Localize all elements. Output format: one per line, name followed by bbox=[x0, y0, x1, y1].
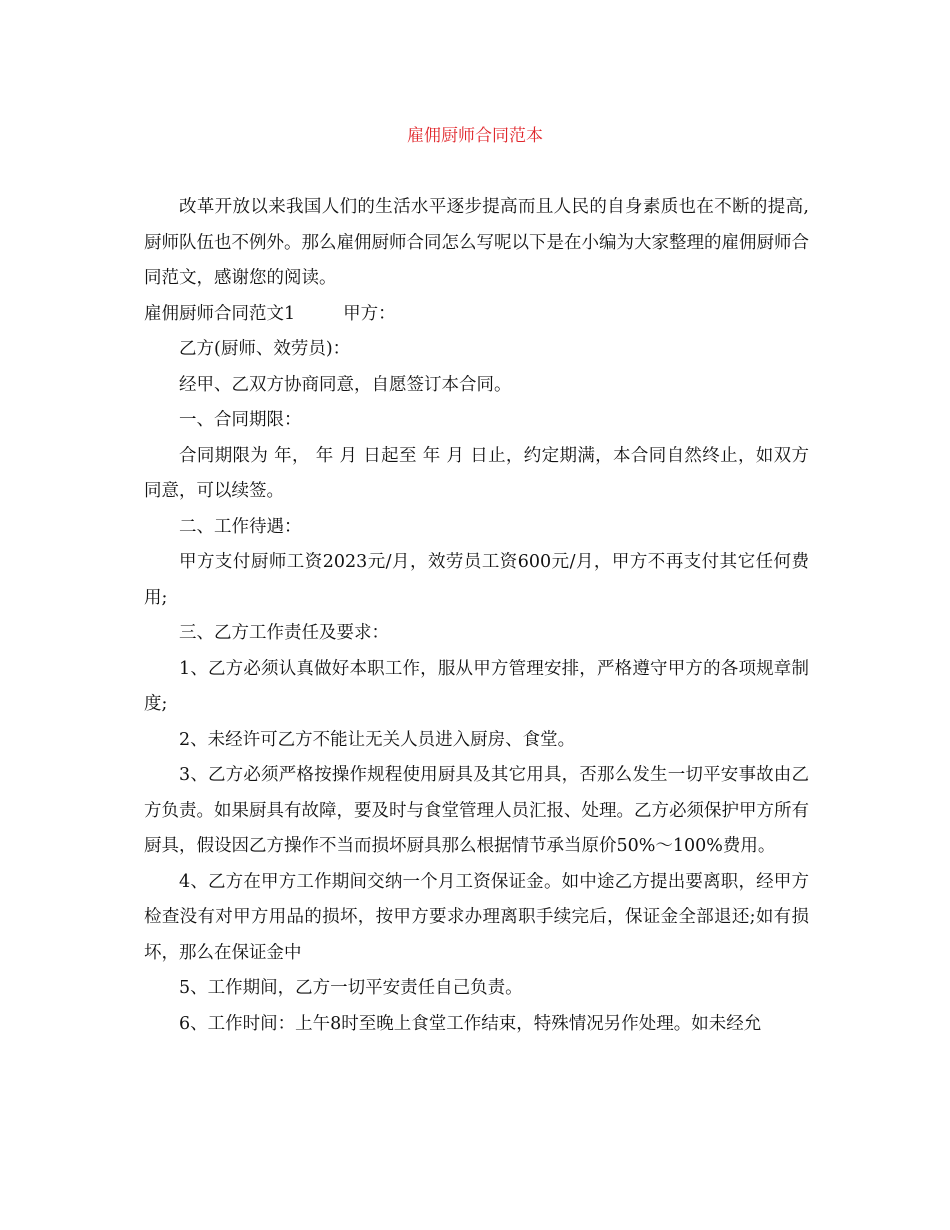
duty-item-3: 3、乙方必须严格按操作规程使用厨具及其它用具，否那么发生一切平安事故由乙方负责。如果厨具有故障，要及时与食堂管理人员汇报、处理。乙方必须保护甲方所有厨具，假设因乙方操作不当而损坏厨具那么根据情节承当原价50%～100%费用。 bbox=[144, 765, 809, 856]
intro-paragraph: 改革开放以来我国人们的生活水平逐步提高而且人民的自身素质也在不断的提高,厨师队伍也不例外。那么雇佣厨师合同怎么写呢以下是在小编为大家整理的雇佣厨师合同范文，感谢您的阅读。 bbox=[144, 197, 809, 288]
section-heading-term: 一、合同期限： bbox=[179, 410, 302, 430]
duty-item-1: 1、乙方必须认真做好本职工作，服从甲方管理安排，严格遵守甲方的各项规章制度; bbox=[144, 658, 809, 714]
duty-item-2: 2、未经许可乙方不能让无关人员进入厨房、食堂。 bbox=[179, 729, 576, 750]
section-heading-pay: 二、工作待遇： bbox=[179, 516, 302, 537]
document-title: 雇佣厨师合同范本 bbox=[407, 126, 543, 146]
duty-item-6: 6、工作时间：上午8时至晚上食堂工作结束，特殊情况另作处理。如未经允 bbox=[179, 1013, 762, 1034]
pay-paragraph: 甲方支付厨师工资2023元/月，效劳员工资600元/月，甲方不再支付其它任何费用; bbox=[144, 552, 809, 608]
party-b-line: 乙方(厨师、效劳员)： bbox=[179, 339, 351, 359]
section-heading-duties: 三、乙方工作责任及要求： bbox=[179, 623, 389, 643]
sample-heading-line bbox=[144, 297, 809, 333]
duty-item-4: 4、乙方在甲方工作期间交纳一个月工资保证金。如中途乙方提出要离职，经甲方检查没有对甲方用品的损坏，按甲方要求办理离职手续完后，保证金全部退还;如有损坏，那么在保证金中 bbox=[144, 871, 809, 963]
party-a-label: 甲方： bbox=[343, 303, 396, 324]
document-body bbox=[144, 190, 809, 1042]
term-paragraph: 合同期限为 年， 年 月 日起至 年 月 日止，约定期满，本合同自然终止，如双方同意，可以续签。 bbox=[144, 445, 809, 501]
duty-item-5: 5、工作期间，乙方一切平安责任自己负责。 bbox=[179, 978, 523, 998]
sample-title: 雇佣厨师合同范文1 bbox=[144, 303, 296, 324]
agreement-paragraph: 经甲、乙双方协商同意，自愿签订本合同。 bbox=[179, 374, 512, 395]
